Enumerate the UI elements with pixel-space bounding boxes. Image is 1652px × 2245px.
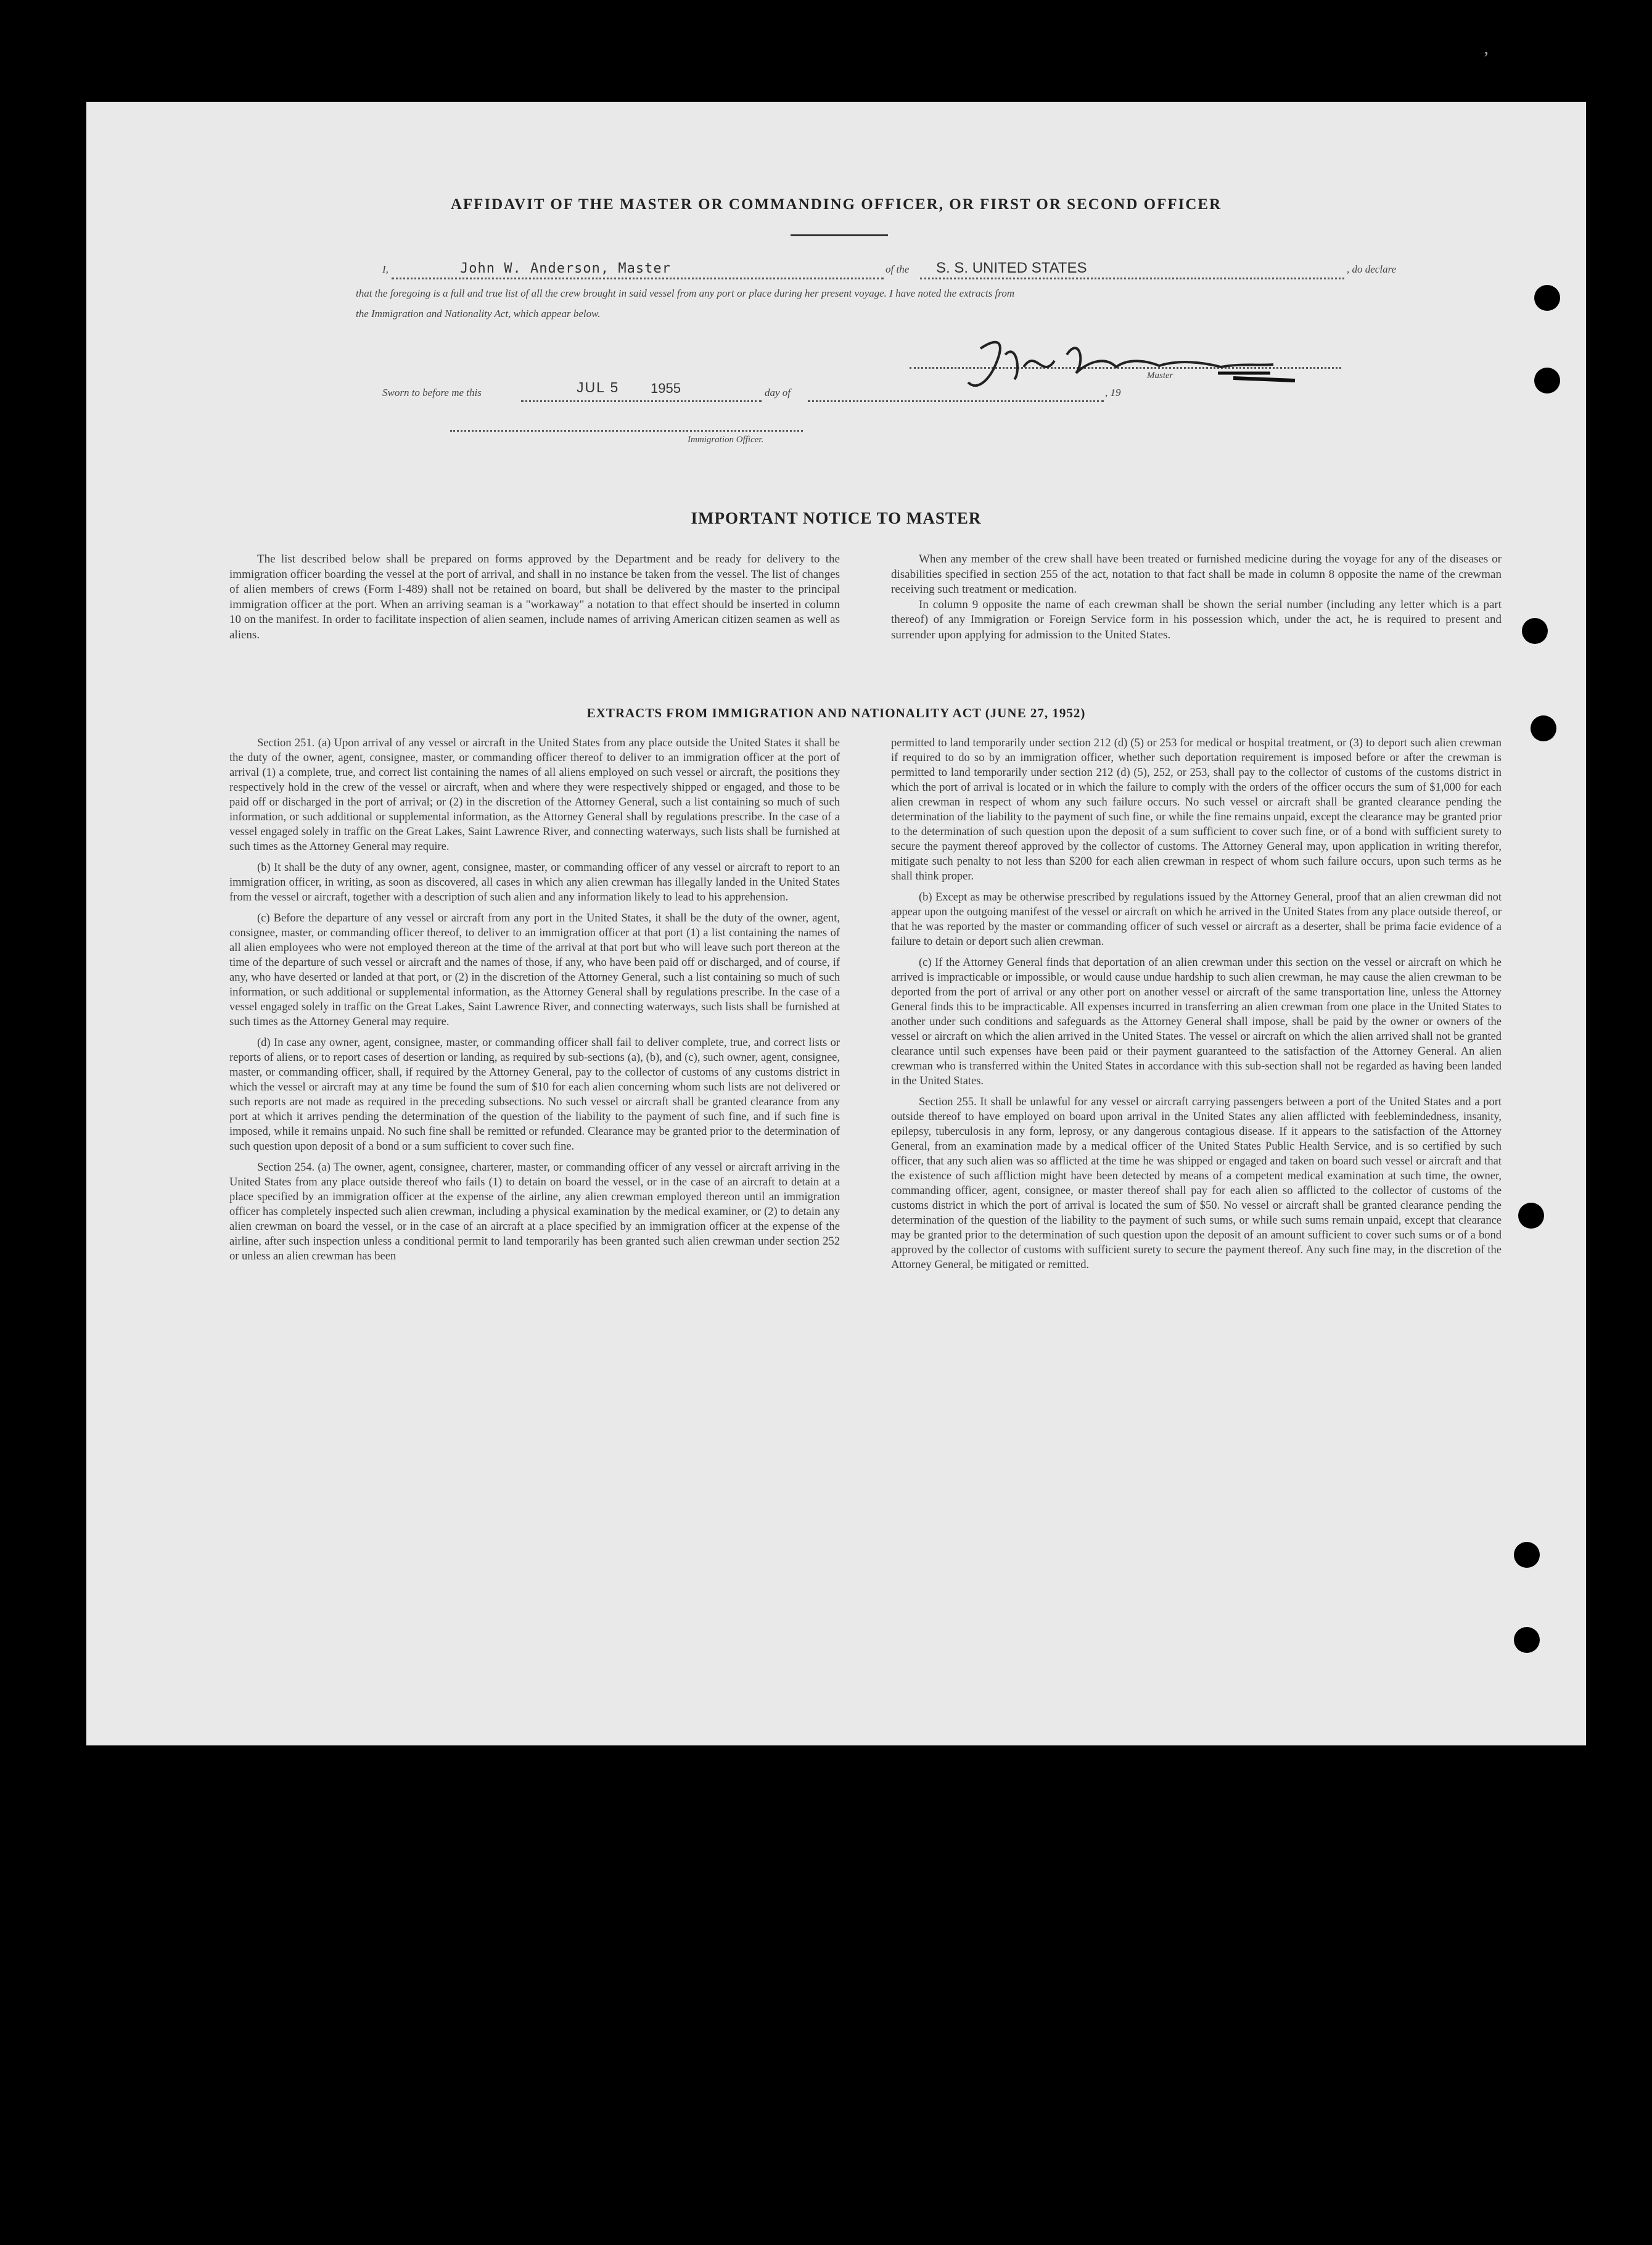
notice-left-text <box>229 552 840 649</box>
section-251-d: (d) In case any owner, agent, consignee, master, or commanding officer shall fail to deliver complete, true, and correct lists or reports of aliens, or to report cases of desertion or landing, as required by sub-sections (a), (b), and (c), such owner, agent, consignee, master, or commanding officer, shall, if required by the Attorney General, pay to the collector of customs of any customs district in which the vessel or aircraft may at any time be found the sum of $10 for each alien concerning whom such lists are not delivered or such reports are not made as required in the preceding subsections. No such vessel or aircraft shall be granted clearance from any port at which it arrives pending the determination of the question of the liability to the payment of such fine, and if such fine is imposed, while it remains unpaid. No such fine shall be remitted or refunded. Clearance may be granted prior to the determination of such question upon deposit of a bond or a sum sufficient to cover such fine. <box>229 1037 840 1153</box>
section-251-c: (c) Before the departure of any vessel or aircraft from any port in the United States, it shall be the duty of the owner, agent, consignee, master, or commanding officer thereof, to deliver to an immigration officer at that port (1) a list containing the names of all alien employees who were not employed thereon at the time of the arrival at that port but who will leave such port thereon at the time of the departure of such vessel or aircraft and the names of those, if any, who have been paid off or discharged, and of course, if any, who have deserted or landed at that port, or (2) in the discretion of the Attorney General, such a list containing so much of such information, or such additional or supplemental information, as the Attorney General shall by regulations prescribe. In the case of a vessel engaged solely in traffic on the Great Lakes, Saint Lawrence River, and connecting waterways, such lists shall be furnished at such times as the Attorney General may require. <box>229 912 840 1028</box>
section-254-a-continued: permitted to land temporarily under section 212 (d) (5) or 253 for medical or hospital treatment, or (3) to deport such alien crewman if required to do so by an immigration officer, whether such deportation requirement is imposed before or after the crewman is permitted to land temporarily under section 212 (d) (5), 252, or 253, shall pay to the collector of customs of the customs district in which the port of arrival is located or in which the failure to comply with the orders of the officer occurs the sum of $1,000 for each alien crewman in respect of whom any such failure occurs. No such vessel or aircraft shall be granted clearance pending the determination of the liability to the payment of such fine, or while the fine remains unpaid, except the clearance may be granted prior to the determination of such question upon the deposit of a sum sufficient to cover such fine, or of a bond with sufficient surety to secure the payment thereof approved by the collector of customs. The Attorney General may, upon application in writing therefor, mitigate such penalty to not less than $200 for each alien crewman in respect of whom such failure occurs, upon such terms as he shall think proper. <box>891 737 1502 883</box>
signature-role: Master <box>1147 371 1173 381</box>
extracts-left-column <box>229 736 840 1270</box>
sworn-month-blank <box>808 400 1104 402</box>
notice-left-paragraph: The list described below shall be prepared on forms approved by the Department and be ready for delivery to the immigration officer boarding the vessel at the port of arrival, and shall in no instance be taken from the vessel. The list of changes of alien members of crews (Form I-489) shall not be retained on board, but shall be delivered by the master to the principal immigration officer at the port. When an arriving seaman is a "workaway" a notation to that effect should be inserted in column 10 on the manifest. In order to facilitate inspection of alien seamen, include names of arriving American citizen seamen as well as aliens. <box>229 553 840 641</box>
officer-blank <box>450 430 803 432</box>
punch-hole <box>1531 715 1556 741</box>
affidavit-title: AFFIDAVIT OF THE MASTER OR COMMANDING OFFICER, OR FIRST OR SECOND OFFICER <box>450 196 1222 213</box>
affidavit-line3: the Immigration and Nationality Act, which appear below. <box>356 308 601 319</box>
sworn-date-blank <box>521 400 762 402</box>
affidavit-line1-mid: of the <box>886 263 910 275</box>
corner-mark: ʼ <box>1483 48 1489 68</box>
notice-right-paragraph-1: When any member of the crew shall have been treated or furnished medicine during the voyage for any of the diseases or disabilities specified in section 255 of the act, notation to that fact shall be made in column 8 opposite the name of the crewman receiving such treatment or medication. <box>891 553 1502 596</box>
notice-right-text <box>891 552 1502 649</box>
punch-hole <box>1514 1627 1540 1653</box>
signature-mark <box>962 330 1307 398</box>
extracts-right-column <box>891 736 1502 1279</box>
document-page <box>86 102 1586 1745</box>
extracts-title: EXTRACTS FROM IMMIGRATION AND NATIONALITY ACT (JUNE 27, 1952) <box>586 706 1086 720</box>
punch-hole <box>1534 368 1560 393</box>
notice-title: IMPORTANT NOTICE TO MASTER <box>691 509 982 527</box>
notice-right-paragraph-2: In column 9 opposite the name of each crewman shall be shown the serial number (including any letter which is a part thereof) of any Immigration or Foreign Service form in his possession which, under the act, he is required to present and surrender upon applying for admission to the United States. <box>891 598 1502 641</box>
master-name: John W. Anderson, Master <box>460 261 671 276</box>
section-254-b: (b) Except as may be otherwise prescribed by regulations issued by the Attorney General, proof that an alien crewman did not appear upon the outgoing manifest of the vessel or aircraft on which he arrived in the United States from any place outside thereof, or that he was reported by the master or commanding officer of such vessel or aircraft as a deserter, shall be prima facie evidence of a failure to detain or deport such alien crewman. <box>891 891 1502 948</box>
section-254-c: (c) If the Attorney General finds that deportation of an alien crewman under this section on the vessel or aircraft on which he arrived is impracticable or impossible, or would cause undue hardship to such alien crewman, he may cause the alien crewman to be deported from the port of arrival or any other port on another vessel or aircraft of the same transportation line, unless the Attorney General finds this to be impracticable. All expenses incurred in transferring an alien crewman from one place in the United States to another under such conditions and safeguards as the Attorney General shall impose, shall be paid by the owner or owners of the vessel or aircraft on which the alien arrived in the United States. The vessel or aircraft on which the alien arrived shall not be granted clearance until such expenses have been paid or their payment guaranteed to the satisfaction of the Attorney General. An alien crewman who is transferred within the United States in accordance with this sub-section shall not be regarded as having been landed in the United States. <box>891 957 1502 1087</box>
punch-hole <box>1611 1648 1637 1674</box>
title-rule <box>791 234 888 236</box>
affidavit-line1-pre: I, <box>382 263 388 275</box>
punch-hole <box>1522 618 1548 644</box>
vessel-name: S. S. UNITED STATES <box>936 260 1087 276</box>
section-254-a: Section 254. (a) The owner, agent, consignee, charterer, master, or commanding officer of any vessel or aircraft arriving in the United States from any place outside thereof who fails (1) to detain on board the vessel, or in the case of an aircraft to detain at a place specified by an immigration officer at the expense of the airline, any alien crewman employed thereon until an immigration officer has completely inspected such alien crewman, including a physical examination by the medical examiner, or (2) to detain any alien crewman on board the vessel, or in the case of an aircraft at a place specified by an immigration officer at the expense of the airline, after such inspection unless a conditional permit to land temporarily has been granted such alien crewman under section 252 or unless an alien crewman has been <box>229 1161 840 1263</box>
affidavit-line2: that the foregoing is a full and true list of all the crew brought in said vessel from any port or place during her present voyage. I have noted the extracts from <box>356 287 1015 299</box>
sworn-mid: day of <box>765 387 791 398</box>
sworn-year: 1955 <box>651 381 681 396</box>
punch-hole <box>1514 1542 1540 1568</box>
punch-hole <box>1518 1203 1544 1229</box>
sworn-date: JUL 5 <box>577 379 620 395</box>
section-251-a: Section 251. (a) Upon arrival of any vessel or aircraft in the United States from any place outside the United States it shall be the duty of the owner, agent, consignee, master, or commanding officer thereof to deliver to an immigration officer at the port of arrival (1) a complete, true, and correct list containing the names of all aliens employed on such vessel or aircraft, the positions they respectively hold in the crew of the vessel or aircraft, when and where they were respectively shipped or engaged, and those to be paid off or discharged in the port of arrival; or (2) in the discretion of the Attorney General, such a list containing so much of such information, or such additional or supplemental information, as the Attorney General shall by regulations prescribe. In the case of a vessel engaged solely in traffic on the Great Lakes, Saint Lawrence River, and connecting waterways, such lists shall be furnished at such times as the Attorney General may require. <box>229 737 840 853</box>
section-251-b: (b) It shall be the duty of any owner, agent, consignee, master, or commanding officer of any vessel or aircraft to report to an immigration officer, in writing, as soon as discovered, all cases in which any alien crewman has illegally landed in the United States from the vessel or aircraft, together with a description of such alien and any information likely to lead to his apprehension. <box>229 862 840 904</box>
name-blank <box>392 278 884 279</box>
section-255: Section 255. It shall be unlawful for any vessel or aircraft carrying passengers between a port of the United States and a port outside thereof to have employed on board upon arrival in the United States any alien afflicted with feeblemindedness, insanity, epilepsy, tuberculosis in any form, leprosy, or any dangerous contagious disease. If it appears to the satisfaction of the Attorney General, from an examination made by a medical officer of the United States Public Health Service, and is so certified by such officer, that any such alien was so afflicted at the time he was shipped or engaged and taken on board such vessel or aircraft and that the existence of such affliction might have been detected by means of a competent medical examination at such time, the owner, commanding officer, agent, consignee, or master thereof shall pay for each alien so afflicted to the collector of customs of the customs district in which the port of arrival is located the sum of $50. No vessel or aircraft shall be granted clearance pending the determination of the question of the liability to the payment of such sums, or while such sums remain unpaid, except that clearance may be granted prior to the determination of such question upon the deposit of an amount sufficient to cover such sums or of a bond approved by the collector of customs with sufficient surety to secure the payment thereof. Any such fine may, in the discretion of the Attorney General, be mitigated or remitted. <box>891 1096 1502 1271</box>
punch-hole <box>1534 285 1560 311</box>
officer-caption: Immigration Officer. <box>688 435 764 445</box>
sworn-pre: Sworn to before me this <box>382 387 482 398</box>
sworn-post: , 19 <box>1105 387 1121 398</box>
affidavit-line1-post: , do declare <box>1347 263 1397 275</box>
vessel-blank <box>920 278 1344 279</box>
